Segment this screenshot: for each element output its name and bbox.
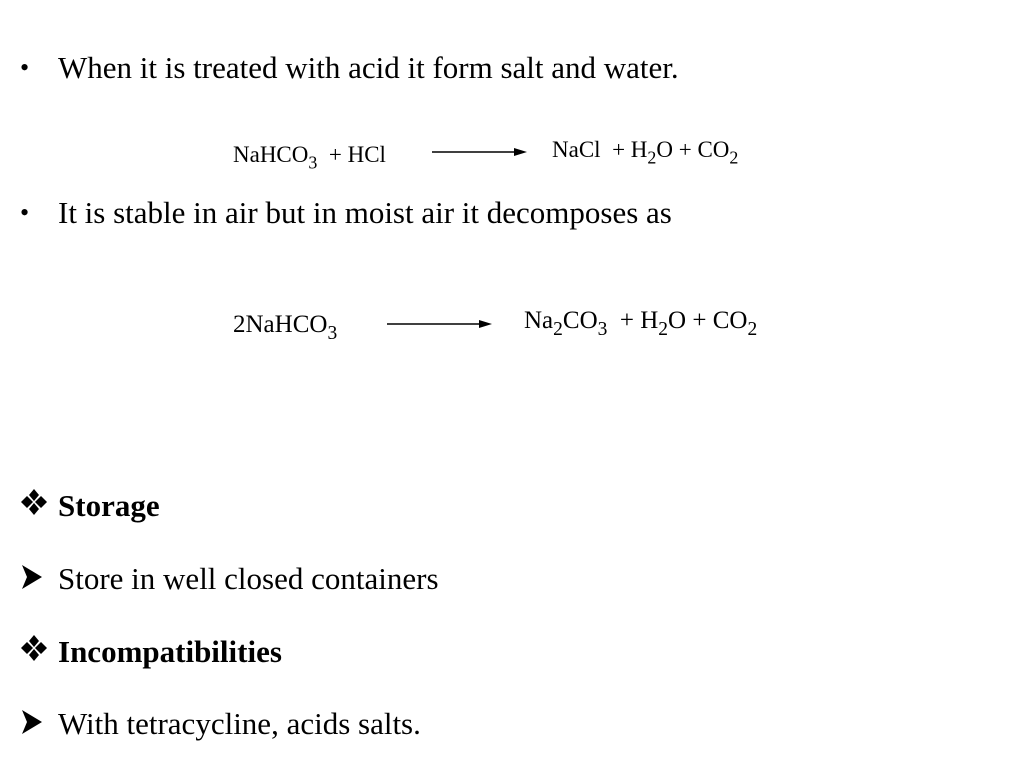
equation-2-reactant: 2NaHCO$_3$ [233,311,338,344]
equation-2-products: $Na_2CO_3 + H_2O + CO_2$ [524,307,758,340]
four-diamond-icon [20,634,48,662]
storage-text: Store in well closed containers [58,561,439,596]
incompatibilities-heading: Incompatibilities [58,634,282,669]
storage-heading: Storage [58,488,160,523]
bullet-text: It is stable in air but in moist air it decomposes as [58,195,672,230]
bullet-text: When it is treated with acid it form salt and water. [58,50,679,85]
incompatibilities-text: With tetracycline, acids salts. [58,706,421,741]
bullet-dot-icon: • [20,53,30,82]
right-arrow-icon [387,318,493,330]
equation-1-reactants: NaHCO$_3$ + HCl [233,142,386,173]
four-diamond-icon [20,488,48,516]
equation-1-products: NaCl + $H_2O + CO_2$ [552,137,739,168]
right-arrow-icon [432,146,528,158]
arrowhead-icon [20,708,44,736]
arrowhead-icon [20,563,44,591]
bullet-dot-icon: • [20,198,30,227]
